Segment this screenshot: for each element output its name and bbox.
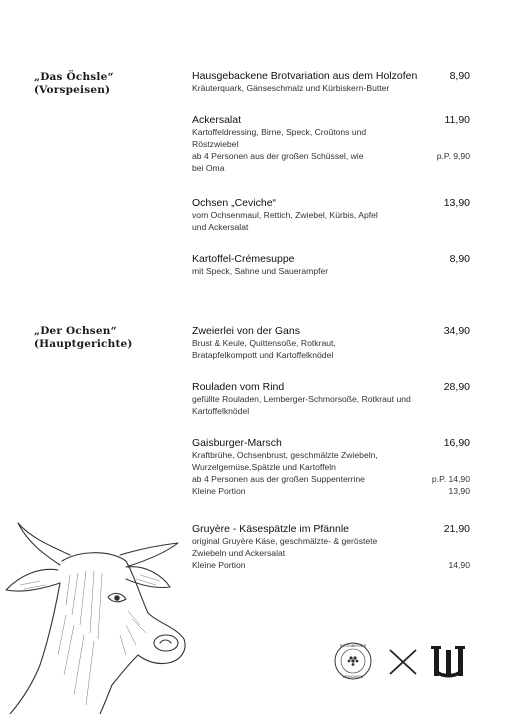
- option-description: ab 4 Personen aus der großen Suppenterrine: [192, 474, 365, 485]
- dish-description: Brust & Keule, Quittensoße, Rotkraut, Bratapfelkompott und Kartoffelknödel: [192, 338, 336, 360]
- seal-text-bottom: WEINGARTE: [342, 675, 364, 679]
- section-subtitle-line: (Hauptgerichte): [34, 338, 133, 350]
- dish-description: Kartoffeldressing, Birne, Speck, Croûtons und Röstzwiebel: [192, 127, 367, 149]
- section-subtitle-line: (Vorspeisen): [34, 84, 111, 96]
- option-description: Kleine Portion: [192, 560, 246, 571]
- dish-description: vom Ochsenmaul, Rettich, Zwiebel, Kürbis, Apfel und Ackersalat: [192, 210, 378, 232]
- option-price: 14,90: [448, 560, 470, 571]
- option-description: ab 4 Personen aus der großen Schüssel, wie bei Oma: [192, 151, 364, 173]
- dish-price: 21,90: [443, 523, 470, 535]
- dish-name: Hausgebackene Brotvariation aus dem Holzofen: [192, 70, 418, 82]
- dish-description: mit Speck, Sahne und Sauerampfer: [192, 266, 329, 276]
- dish-price: 8,90: [449, 253, 470, 265]
- dish-name: Rouladen vom Rind: [192, 381, 285, 393]
- section-title-line: „Der Ochsen“: [34, 325, 117, 337]
- option-price: p.P. 9,90: [436, 151, 470, 162]
- menu-item-gans: [192, 324, 470, 361]
- dish-name: Gruyère - Käsespätzle im Pfännle: [192, 523, 349, 535]
- menu-item-gaisburger-marsch: [192, 436, 470, 497]
- dish-price: 11,90: [444, 114, 470, 126]
- dish-description: original Gruyère Käse, geschmälzte- & geröstete Zwiebeln und Ackersalat: [192, 536, 378, 558]
- dish-description: Kraftbrühe, Ochsenbrust, geschmälzte Zwiebeln, Wurzelgemüse,Spätzle und Kartoffeln: [192, 450, 378, 472]
- section-title-line: „Das Öchsle“: [34, 71, 114, 83]
- dish-name: Zweierlei von der Gans: [192, 325, 300, 337]
- option-price: 13,90: [448, 485, 470, 496]
- cross-icon: [390, 650, 416, 674]
- dish-price: 16,90: [443, 437, 470, 449]
- dish-description: Kräuterquark, Gänseschmalz und Kürbiskern-Butter: [192, 83, 390, 93]
- dish-price: 8,90: [449, 70, 470, 82]
- menu-item-ceviche: [192, 196, 470, 233]
- section-title-hauptgerichte: [34, 325, 133, 351]
- seal-text-top: ROTENBERGER: [339, 644, 367, 648]
- section-title-vorspeisen: [34, 71, 114, 97]
- dish-name: Gaisburger-Marsch: [192, 437, 282, 449]
- dish-price: 34,90: [443, 325, 470, 337]
- menu-item-rouladen: [192, 380, 470, 417]
- ochsen-brand-logo: [431, 646, 465, 678]
- dish-name: Ochsen „Ceviche“: [192, 197, 277, 209]
- dish-description: gefüllte Rouladen, Lemberger-Schmorsoße, Rotkraut und Kartoffelknödel: [192, 394, 411, 416]
- menu-item-brotvariation: [192, 69, 470, 95]
- option-price: p.P. 14,90: [431, 474, 470, 485]
- menu-item-cremesuppe: [192, 252, 470, 278]
- menu-item-ackersalat: [192, 113, 470, 174]
- dish-name: Kartoffel-Crémesuppe: [192, 253, 295, 265]
- dish-price: 13,90: [443, 197, 470, 209]
- dish-name: Ackersalat: [192, 114, 242, 126]
- ox-head-illustration: [0, 515, 195, 714]
- dish-price: 28,90: [443, 381, 470, 393]
- option-description: Kleine Portion: [192, 485, 246, 496]
- menu-item-kaesespaetzle: [192, 522, 470, 572]
- partner-logos: [333, 640, 473, 682]
- winery-seal-icon: [335, 643, 371, 679]
